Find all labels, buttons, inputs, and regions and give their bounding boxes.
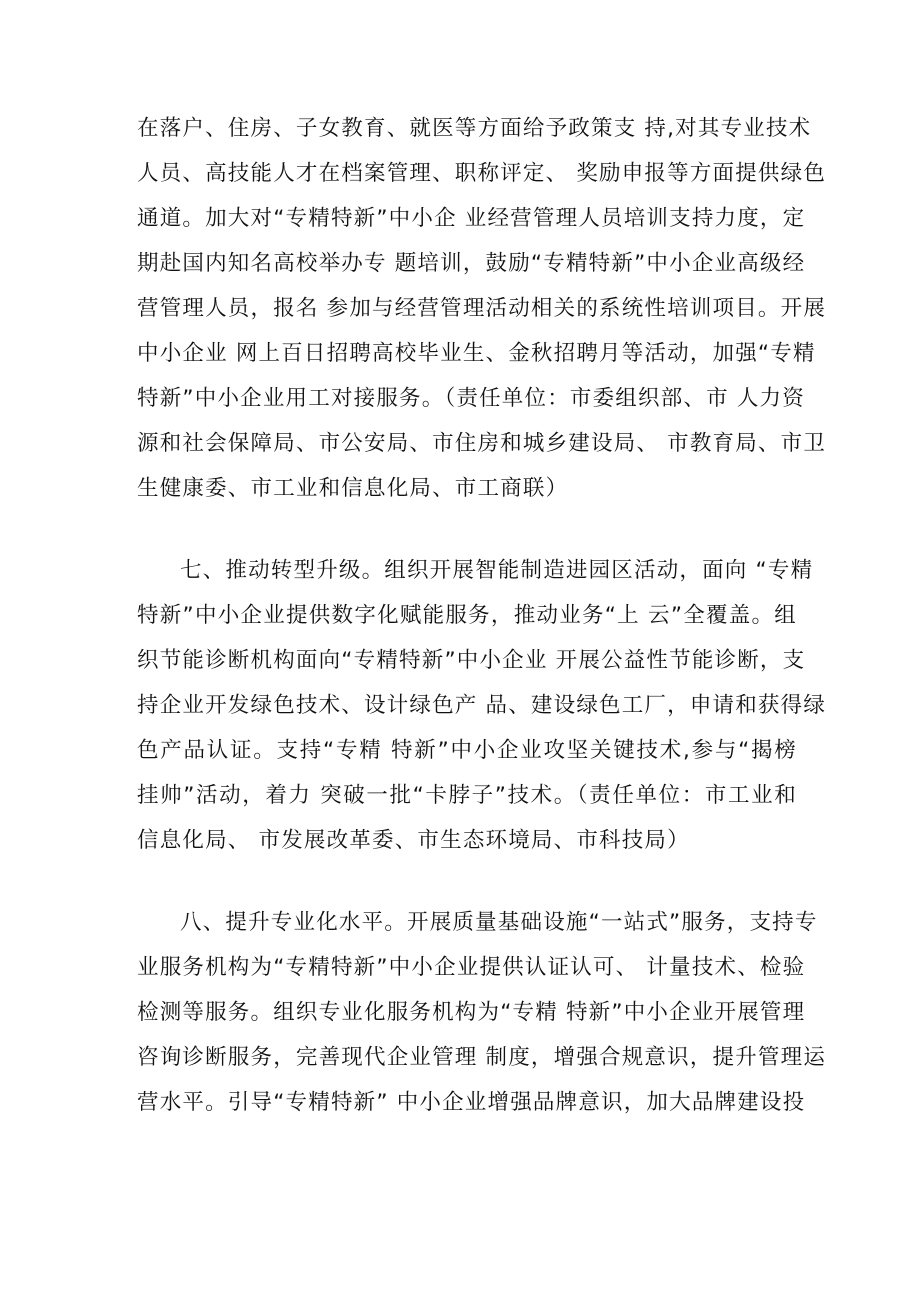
section-7-heading-line: 七、推动转型升级。组织开展智能制造进园区活动，面向 “专精 [180,558,814,583]
body-text-line: 人员、高技能人才在档案管理、职称评定、 奖励申报等方面提供绿色 [137,161,827,186]
body-text-line: 通道。加大对“专精特新”中小企 业经营管理人员培训支持力度，定 [137,206,806,231]
body-text-line: 信息化局、 市发展改革委、市生态环境局、市科技局） [137,828,690,853]
body-text-line: 源和社会保障局、市公安局、市住房和城乡建设局、 市教育局、市卫 [137,431,827,456]
body-text-line: 营管理人员，报名 参加与经营管理活动相关的系统性培训项目。开展 [137,296,827,321]
body-text-line: 生健康委、市工业和信息化局、市工商联） [137,476,569,501]
body-text-line: 业服务机构为“专精特新”中小企业提供认证认可、 计量技术、检验 [137,955,806,980]
body-text-line: 织节能诊断机构面向“专精特新”中小企业 开展公益性节能诊断，支 [137,648,806,673]
body-text-line: 特新”中小企业用工对接服务。（责任单位：市委组织部、市 人力资 [137,386,805,411]
section-8-heading-line: 八、提升专业化水平。开展质量基础设施“一站式”服务，支持专 [180,910,818,935]
body-text-line: 营水平。引导“专精特新” 中小企业增强品牌意识，加大品牌建设投 [137,1090,806,1115]
body-text-line: 在落户、住房、子女教育、就医等方面给予政策支 持,对其专业技术 [137,116,812,141]
body-text-line: 期赴国内知名高校举办专 题培训，鼓励“专精特新”中小企业高级经 [137,251,806,276]
body-text-line: 特新”中小企业提供数字化赋能服务，推动业务“上 云”全覆盖。组 [137,603,797,628]
body-text-line: 中小企业 网上百日招聘高校毕业生、金秋招聘月等活动，加强“专精 [137,341,816,366]
body-text-line: 挂帅”活动，着力 突破一批“卡脖子”技术。（责任单位：市工业和 [137,783,797,808]
body-text-line: 持企业开发绿色技术、设计绿色产 品、建设绿色工厂，申请和获得绿 [137,693,827,718]
body-text-line: 色产品认证。支持“专精 特新”中小企业攻坚关键技术,参与“揭榜 [137,738,797,763]
body-text-line: 咨询诊断服务，完善现代企业管理 制度，增强合规意识，提升管理运 [137,1045,827,1070]
body-text-line: 检测等服务。组织专业化服务机构为“专精 特新”中小企业开展管理 [137,1000,806,1025]
